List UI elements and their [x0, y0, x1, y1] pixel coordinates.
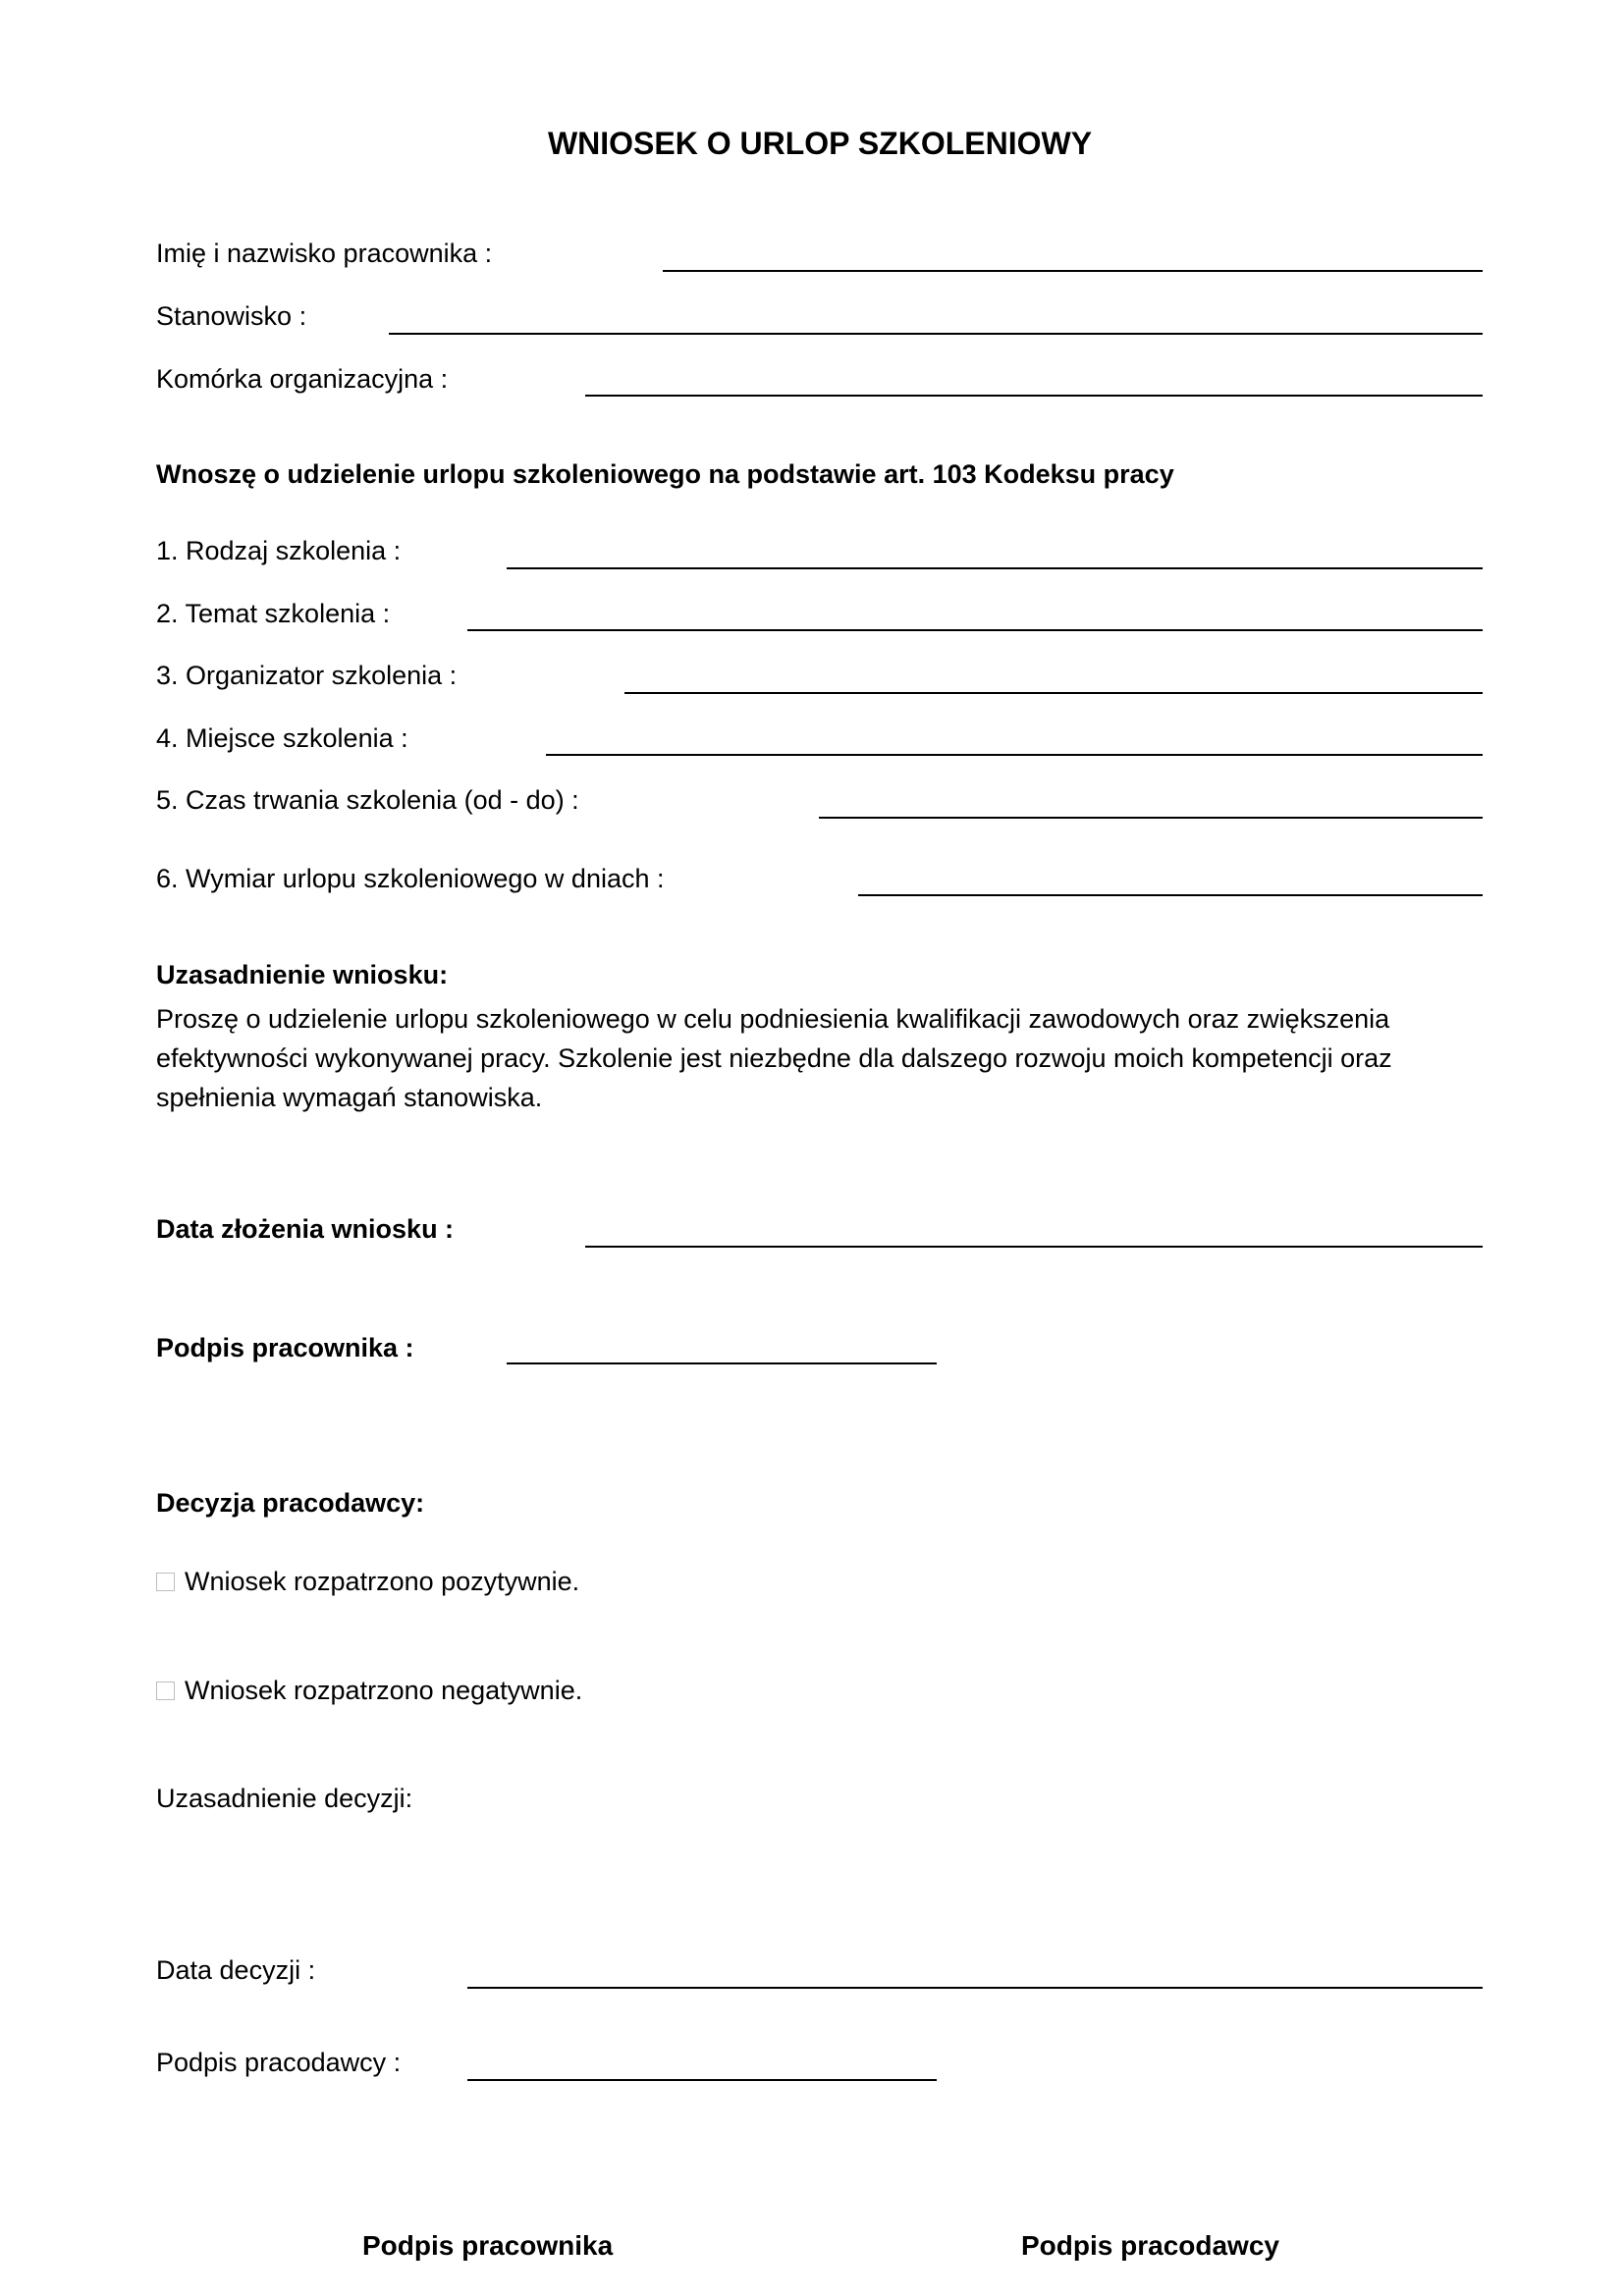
training-place-label: 4. Miejsce szkolenia :: [156, 723, 408, 753]
employee-name-field[interactable]: [663, 270, 1483, 272]
employee-signature-field[interactable]: [507, 1362, 937, 1364]
position-field[interactable]: [389, 333, 1483, 335]
negative-checkbox[interactable]: [156, 1682, 175, 1700]
position-label: Stanowisko :: [156, 301, 307, 331]
training-duration-field[interactable]: [819, 817, 1483, 819]
decision-heading: Decyzja pracodawcy:: [156, 1488, 425, 1518]
decision-justification-label: Uzasadnienie decyzji:: [156, 1784, 413, 1813]
training-type-label: 1. Rodzaj szkolenia :: [156, 536, 402, 565]
employer-signature-field[interactable]: [467, 2079, 937, 2081]
employee-name-label: Imię i nazwisko pracownika :: [156, 239, 493, 268]
submission-date-label: Data złożenia wniosku :: [156, 1214, 455, 1244]
footer-employee-signature: Podpis pracownika: [362, 2230, 614, 2261]
page-title: WNIOSEK O URLOP SZKOLENIOWY: [547, 126, 1093, 161]
training-duration-label: 5. Czas trwania szkolenia (od - do) :: [156, 785, 579, 815]
leave-days-field[interactable]: [858, 894, 1483, 896]
leave-days-label: 6. Wymiar urlopu szkoleniowego w dniach :: [156, 864, 665, 893]
positive-option-label: Wniosek rozpatrzono pozytywnie.: [185, 1567, 580, 1596]
unit-field[interactable]: [585, 395, 1483, 397]
footer-employer-signature: Podpis pracodawcy: [1021, 2230, 1279, 2261]
employer-signature-label: Podpis pracodawcy :: [156, 2048, 402, 2077]
training-organizer-label: 3. Organizator szkolenia :: [156, 661, 458, 690]
decision-date-label: Data decyzji :: [156, 1955, 316, 1985]
training-topic-field[interactable]: [467, 629, 1483, 631]
decision-negative-option[interactable]: [156, 1675, 582, 1706]
training-organizer-field[interactable]: [624, 692, 1483, 694]
unit-label: Komórka organizacyjna :: [156, 364, 449, 394]
justification-text: Proszę o udzielenie urlopu szkoleniowego w celu podniesienia kwalifikacji zawodowych oraz zwiększenia efektywności wykonywanej pracy. Szkolenie jest niezbędne dla dalszego rozwoju moich kompetencji oraz spełnienia wymagań stanowiska.: [156, 1004, 1392, 1112]
decision-positive-option[interactable]: [156, 1566, 579, 1597]
employee-signature-label: Podpis pracownika :: [156, 1333, 414, 1362]
justification-heading: Uzasadnienie wniosku:: [156, 960, 449, 989]
training-topic-label: 2. Temat szkolenia :: [156, 599, 391, 628]
negative-option-label: Wniosek rozpatrzono negatywnie.: [185, 1676, 583, 1705]
request-heading: Wnoszę o udzielenie urlopu szkoleniowego na podstawie art. 103 Kodeksu pracy: [156, 459, 1174, 489]
training-type-field[interactable]: [507, 567, 1483, 569]
training-place-field[interactable]: [546, 754, 1483, 756]
positive-checkbox[interactable]: [156, 1573, 175, 1591]
submission-date-field[interactable]: [585, 1246, 1483, 1248]
decision-date-field[interactable]: [467, 1987, 1483, 1989]
